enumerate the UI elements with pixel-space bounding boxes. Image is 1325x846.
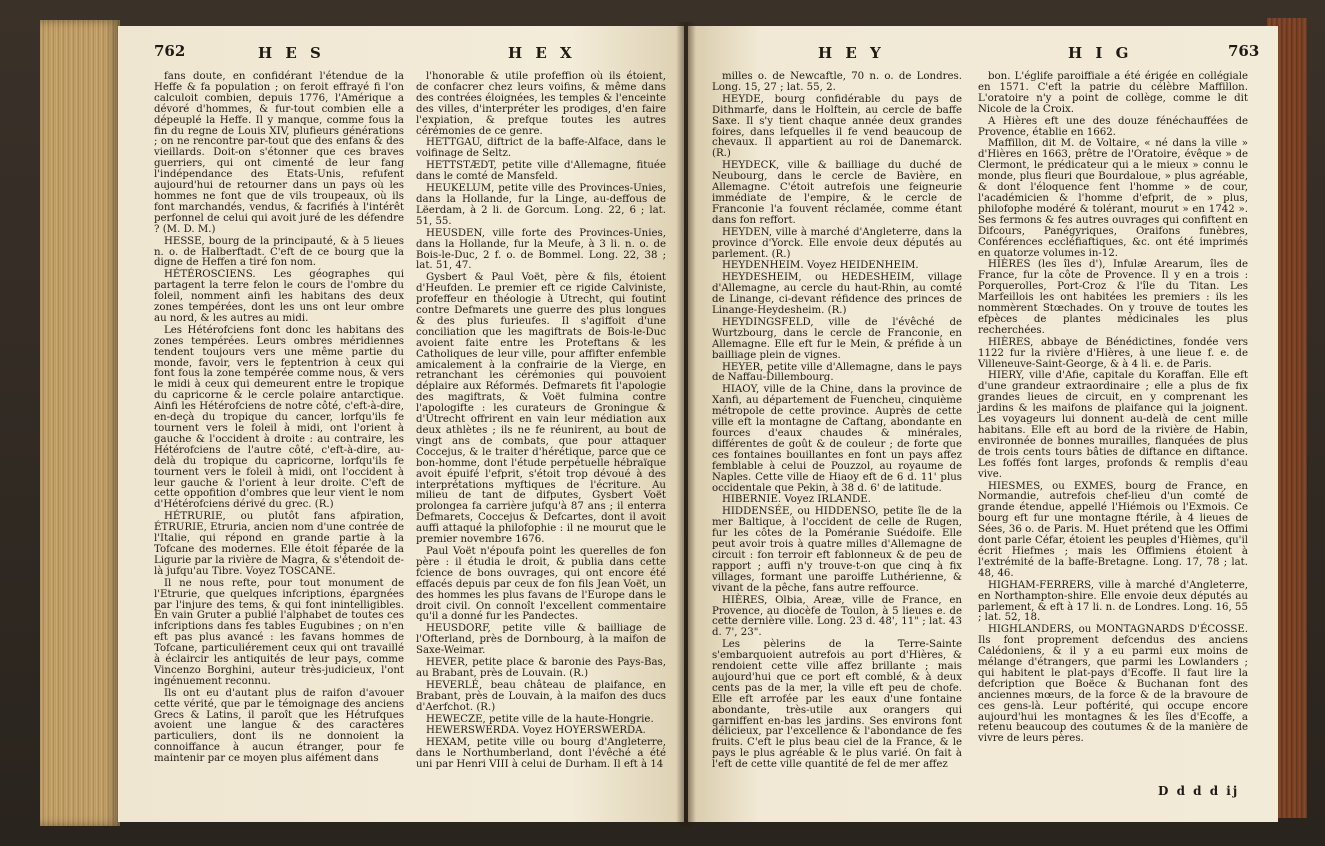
left-page: [118, 26, 684, 822]
paragraph: HEYDE, bourg confidérable du pays de Dithmarfe, dans le Holftein, au cercle de baffe Saxe. Il s'y tient chaque année deux grandes foires, dans lefquelles il fe vend beaucoup de chevaux. Il appartient au roi de Danemarck. (R.): [712, 93, 962, 160]
paragraph: Gysbert & Paul Voët, père & fils, étoient d'Heufden. Le premier eft ce rigide Calviniste, profeffeur en théologie à Utrecht, qui foutint contre Defmarets une guerre des plus longues & des plus furieufes. Il s'agiffoit d'une conciliation que les magiftrats de Bois-le-Duc avoient faite entre les Proteftans & les Catholiques de leur ville, pour affifter enfemble amicalement à la confrairie de la Vierge, en retranchant les cérémonies qui pouvoient déplaire aux Réformés. Defmarets fit l'apologie des magiftrats, & Voët fulmina contre l'apologifte : les curateurs de Groningue & d'Utrecht offrirent en vain leur médiation aux deux athlètes ; ils ne fe réunirent, au bout de vingt ans de combats, que pour attaquer Coccejus, & le traiter d'hérétique, parce que ce bon-homme, dont l'étude perpétuelle hébraïque avoit épuifé l'efprit, s'étoit trop dévoué à des interprétations myftiques de l'écriture. Au milieu de tant de difputes, Gysbert Voët prolongea fa carrière jufqu'à 87 ans ; il enterra Defmarets, Coccejus & Defcartes, dont il avoit auffi attaqué la philofophie : il ne mourut que le premier novembre 1676.: [416, 272, 666, 546]
paragraph: fans doute, en confidérant l'étendue de la Heffe & fa population ; on feroit effrayé fi l'on calculoit combien, depuis 1776, l'Amérique a dévoré d'hommes, & fur-tout combien elle a dépeuplé la Heffe. Il y manque, comme fous la fin du regne de Louis XIV, plufieurs générations ; on ne rencontre par-tout que des enfans & des vieillards. Doit-on s'étonner que ces braves guerriers, qui ont cimenté de leur fang l'indépendance des Etats-Unis, refufent aujourd'hui de retourner dans un pays où les hommes ne font que de vils troupeaux, où ils font marchandés, vendus, & facrifiés à l'intérêt perfonnel de celui qui avoit juré de les défendre ? (M. D. M.): [154, 71, 404, 235]
paragraph: HEYER, petite ville d'Allemagne, dans le pays de Naffau-Dillembourg.: [712, 361, 962, 384]
paragraph: HIÈRES, abbaye de Bénédictines, fondée vers 1122 fur la rivière d'Hières, à une lieue f. e. de Villeneuve-Saint-George, & à 4 li. e. de Paris.: [978, 336, 1248, 370]
paragraph: HEYDEN, ville à marché d'Angleterre, dans la province d'Yorck. Elle envoie deux députés au parlement. (R.): [712, 226, 962, 260]
paragraph: HEUKELUM, petite ville des Provinces-Unies, dans la Hollande, fur la Linge, au-deffous de Lëerdam, à 2 li. de Gorcum. Long. 22, 6 ; lat. 51, 55.: [416, 183, 666, 227]
left-running-head-col2: H E X: [508, 44, 576, 62]
paragraph: Maffillon, dit M. de Voltaire, « né dans la ville » d'Hières en 1663, prêtre de l'Oratoire, évêque » de Clermont, le prédicateur qui a le mieux » connu le monde, plus fleuri que Bourdaloue, » plus agréable, & dont l'éloquence fent l'homme » de cour, l'académicien & l'homme d'efprit, de » plus, philofophe modéré & tolérant, mourut » en 1742 ». Ses fermons & fes autres ouvrages qui confiftent en Difcours, Panégyriques, Oraifons funèbres, Conférences eccléfiaftiques, &c. ont été imprimés en quatorze volumes in-12.: [978, 138, 1248, 259]
paragraph: l'honorable & utile profeffion où ils étoient, de confacrer chez leurs voifins, & même dans des contrées éloignées, les temples & l'enceinte des villes, d'interpréter les prodiges, d'en faire l'expiation, & prefque toutes les autres cérémonies de ce genre.: [416, 71, 666, 137]
paragraph: HIDDENSÉE, ou HIDDENSO, petite île de la mer Baltique, à l'occident de celle de Rugen, fur les côtes de la Poméranie Suédoife. Elle peut avoir trois à quatre milles d'Allemagne de circuit : fon terroir eft fablonneux & de peu de rapport ; auffi n'y trouve-t-on que cinq à fix villages, formant une paroiffe Luthérienne, & vivant de la pêche, fans autre reffource.: [712, 506, 962, 594]
paragraph: HEVER, petite place & baronie des Pays-Bas, au Brabant, près de Louvain. (R.): [416, 657, 666, 679]
paragraph: HEXAM, petite ville ou bourg d'Angleterre, dans le Northumberland, dont l'évêché a été uni par Henri VIII à celui de Durham. Il eft à 14: [416, 737, 666, 771]
paragraph: HEYDENHEIM. Voyez HEIDENHEIM.: [722, 260, 919, 272]
left-folio: 762: [154, 42, 186, 60]
paragraph: HIAOY, ville de la Chine, dans la province de Xanfi, au département de Fuencheu, cinquième métropole de cette province. Auprès de cette ville eft la montagne de Caftang, abondante en fources d'eaux chaudes & minérales, différentes de goût & de couleur ; de forte que ces fontaines bouillantes en font un pays affez femblable à celui de Pouzzol, au royaume de Naples. Cette ville de Hiaoy eft de 6 d. 11' plus occidentale que Pekin, à 38 d. 6' de latitude.: [712, 384, 962, 494]
paragraph: Il ne nous refte, pour tout monument de l'Etrurie, que quelques infcriptions, épargnées par l'injure des tems, & qui font inintelligibles. En vain Gruter a publié l'alphabet de toutes ces infcriptions dans fes tables Eugubines ; on n'en eft pas plus avancé : les favans hommes de Tofcane, particuliérement ceux qui ont travaillé à éclaircir les antiquités de leur pays, comme Vincenzo Borghini, auteur très-judicieux, l'ont ingénuement reconnu.: [154, 577, 404, 687]
left-page-edges: [40, 20, 120, 826]
paragraph: milles o. de Newcaftle, 70 n. o. de Londres. Long. 15, 27 ; lat. 55, 2.: [712, 71, 962, 93]
paragraph: A Hières eft une des douze fénéchauffées de Provence, établie en 1662.: [978, 115, 1248, 138]
paragraph: HEUSDEN, ville forte des Provinces-Unies, dans la Hollande, fur la Meufe, à 3 li. n. o. de Bois-le-Duc, 2 f. o. de Bommel. Long. 22, 38 ; lat. 51, 47.: [416, 227, 666, 272]
paragraph: HIGHAM-FERRERS, ville à marché d'Angleterre, en Northampton-shire. Elle envoie deux députés au parlement, & eft à 17 li. n. de Londres. Long. 16, 55 ; lat. 52, 18.: [978, 579, 1248, 624]
paragraph: Les pèlerins de la Terre-Sainte s'embarquoient autrefois au port d'Hières, & rendoient cette ville affez brillante ; mais aujourd'hui que ce port eft comblé, & à deux cents pas de la mer, la ville eft peu de chofe. Elle eft arrofée par les eaux d'une fontaine abondante, très-utile aux orangers qui garniffent en-bas les jardins. Ses environs font délicieux, par l'excellence & l'abondance de fes fruits. C'eft le plus beau ciel de la France, & le pays le plus agréable & le plus varié. On fait à l'eft de cette ville quantité de fel de mer affez: [712, 639, 962, 771]
paragraph: HIÈRES (les îles d'), Infulæ Arearum, îles de France, fur la côte de Provence. Il y en a trois : Porquerolles, Port-Croz & l'île du Titan. Les Marfeillois les ont habitées les premiers : ils les nommèrent Stœchades. On y trouve de toutes les efpèces de plantes médicinales les plus recherchées.: [978, 259, 1248, 336]
paragraph: HÉTRURIE, ou plutôt fans afpiration, ÉTRURIE, Etruria, ancien nom d'une contrée de l'Italie, qui répond en grande partie à la Tofcane des modernes. Elle étoit féparée de la Ligurie par la rivière de Magra, & s'étendoit de-là jufqu'au Tibre. Voyez TOSCANE.: [154, 511, 404, 577]
paragraph: HEWERSWERDA. Voyez HOYERSWERDA.: [426, 725, 646, 737]
paragraph: HEYDECK, ville & bailliage du duché de Neubourg, dans le cercle de Bavière, en Allemagne. C'étoit autrefois une feigneurie immédiate de l'empire, & le cercle de Franconie l'a fouvent réclamée, comme étant dans fon reffort.: [712, 160, 962, 226]
paragraph: bon. L'églife paroiffiale a été érigée en collégiale en 1571. C'eft la patrie du célèbre Maffillon. L'oratoire n'y a point de collège, comme le dit Nicole de la Croix.: [978, 71, 1248, 115]
paragraph: HIBERNIE. Voyez IRLANDE.: [722, 494, 871, 506]
right-running-head-col2: H I G: [1068, 44, 1133, 62]
left-column-1: [154, 72, 404, 766]
paragraph: HEUSDORF, petite ville & bailliage de l'Ofterland, près de Dornbourg, à la maifon de Saxe-Weimar.: [416, 623, 666, 657]
paragraph: HEVERLÉ, beau château de plaifance, en Brabant, près de Louvain, à la maifon des ducs d'Aerfchot. (R.): [416, 679, 666, 713]
paragraph: HIESMES, ou EXMES, bourg de France, en Normandie, autrefois chef-lieu d'un comté de grande étendue, appellé l'Hiémois ou l'Exmois. Ce bourg eft fur une montagne ftérile, à 4 lieues de Sées, 36 o. de Paris. M. Huet prétend que les Offimi dont parle Céfar, étoient les peuples d'Hièmes, qu'il écrit Hiefmes ; mais les Offimiens étoient à l'extrémité de la baffe-Bretagne. Long. 17, 78 ; lat. 48, 46.: [978, 480, 1248, 579]
paragraph: Paul Voët n'époufa point les querelles de fon père : il étudia le droit, & publia dans cette fcience de bons ouvrages, qui ont encore été effacés depuis par ceux de fon fils Jean Voët, un des hommes les plus favans de l'Europe dans le droit civil. On connoît l'excellent commentaire qu'il a donné fur les Pandectes.: [416, 545, 666, 623]
right-running-head-col1: H E Y: [818, 44, 885, 62]
paragraph: HEYDINGSFELD, ville de l'évêché de Wurtzbourg, dans le cercle de Franconie, en Allemagne. Elle eft fur le Mein, & préfide à un bailliage plein de vignes.: [712, 316, 962, 361]
right-column-2: [978, 72, 1248, 746]
left-running-head: H E S: [258, 44, 325, 62]
right-folio: 763: [1228, 42, 1260, 60]
signature-mark: D d d d ij: [1158, 784, 1240, 798]
paragraph: HIGHLANDERS, ou MONTAGNARDS D'ÉCOSSE. Ils font proprement defcendus des anciens Calédoniens, & il y a eu parmi eux moins de mélange d'étrangers, que parmi les Lowlanders ; qui habitent le plat-pays d'Ecoffe. Il faut lire la defcription que Boëce & Buchanan font des anciennes mœurs, de la force & de la bravoure de ces gens-là. Leur poftérité, qui occupe encore aujourd'hui les montagnes & les îles d'Ecoffe, a retenu beaucoup des coutumes & de la manière de vivre de leurs pères.: [978, 624, 1248, 745]
paragraph: HÉTÉROSCIENS. Les géographes qui partagent la terre felon le cours de l'ombre du foleil, nomment ainfi les habitans des deux zones tempérées, dont les uns ont leur ombre au nord, & les autres au midi.: [154, 269, 404, 324]
paragraph: HEYDESHEIM, ou HEDESHEIM, village d'Allemagne, au cercle du haut-Rhin, au comté de Linange, ci-devant réfidence des princes de Linange-Heydesheim. (R.): [712, 272, 962, 317]
right-page: [688, 26, 1278, 822]
paragraph: HIERY, ville d'Afie, capitale du Koraffan. Elle eft d'une grandeur extraordinaire ; elle a plus de fix grandes lieues de circuit, en y comprenant les jardins & les maifons de plaifance qui la joignent. Les voyageurs lui donnent au-delà de cent mille habitans. Elle eft au bord de la rivière de Habin, environnée de bonnes murailles, flanquées de plus de trois cents tours bâties de diftance en diftance. Les foffés font larges, profonds & remplis d'eau vive.: [978, 370, 1248, 480]
paragraph: HIÈRES, Olbia, Areæ, ville de France, en Provence, au diocèfe de Toulon, à 5 lieues e. de cette dernière ville. Long. 23 d. 48', 11" ; lat. 43 d. 7', 23".: [712, 594, 962, 639]
paragraph: HETTSTÆDT, petite ville d'Allemagne, fituée dans le comté de Mansfeld.: [416, 160, 666, 183]
paragraph: Ils ont eu d'autant plus de raifon d'avouer cette vérité, que par le témoignage des anciens Grecs & Latins, il paroît que les Hétrufques avoient une langue & des caractères particuliers, dont ils ne donnoient la connoiffance à aucun étranger, pour fe maintenir par ce moyen plus aifément dans: [154, 687, 404, 765]
left-column-2: [416, 72, 666, 772]
book-gutter: [676, 22, 696, 826]
right-column-1: [712, 72, 962, 772]
paragraph: HESSE, bourg de la principauté, & à 5 lieues n. o. de Halberftadt. C'eft de ce bourg que la digne de Heffen a tiré fon nom.: [154, 235, 404, 269]
paragraph: HETTGAU, diftrict de la baffe-Alface, dans le voifinage de Seltz.: [416, 137, 666, 160]
paragraph: HEWECZE, petite ville de la haute-Hongrie.: [426, 713, 654, 725]
paragraph: Les Hétérofciens font donc les habitans des zones tempérées. Leurs ombres méridiennes tendent toujours vers une même partie du monde, favoir, vers le feptentrion à ceux qui font fous la zone tempérée comme nous, & vers le midi à ceux qui demeurent entre le tropique du capricorne & le cercle polaire antarctique. Ainfi les Hétérofciens de notre côté, c'eft-à-dire, en-deçà du tropique du cancer, lorfqu'ils fe tournent vers le foleil à midi, ont l'orient à gauche & l'occident à droite : au contraire, les Hétérofciens de l'autre côté, c'eft-à-dire, au-delà du tropique du capricorne, lorfqu'ils fe tournent vers le foleil à midi, ont l'occident à leur gauche & l'orient à leur droite. C'eft de cette oppofition d'ombres que leur vient le nom d'Hétérofciens dérivé du grec. (R.): [154, 324, 404, 511]
